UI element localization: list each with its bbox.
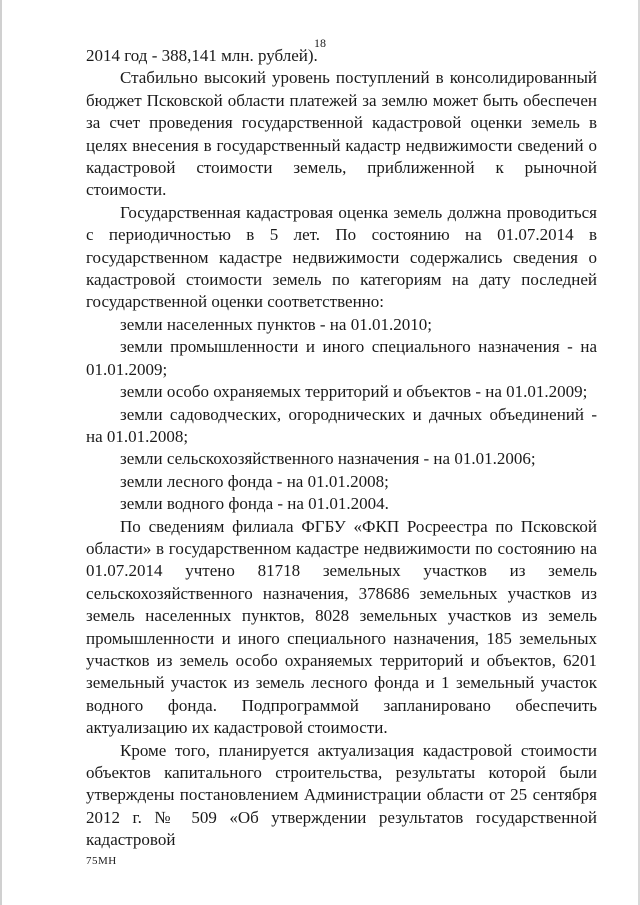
document-body: [86, 45, 597, 852]
paragraph-capital-construction: Кроме того, планируется актуализация кадастровой стоимости объектов капитального строительства, результаты которой были утверждены постановлением Администрации области от 25 сентября 2012 г. № 509 «Об утверждении результатов государственной кадастровой: [86, 740, 597, 850]
list-item-settlement-lands: земли населенных пунктов - на 01.01.2010;: [120, 314, 432, 334]
page-number: 18: [314, 36, 326, 50]
paragraph-revenue-2014: 2014 год - 388,141 млн. рублей).: [86, 46, 318, 65]
list-item-water-lands: земли водного фонда - на 01.01.2004.: [120, 494, 389, 514]
list-item-garden-lands: земли садоводческих, огороднических и дачных объединений - на 01.01.2008;: [86, 404, 597, 446]
paragraph-cadastral-valuation: Государственная кадастровая оценка земель должна проводиться с периодичностью в 5 лет. По состоянию на 01.07.2014 в государственном кадастре недвижимости содержались сведения о кадастровой стоимости земель по категориям на дату последней государственной оценки соответственно:: [86, 202, 597, 312]
paragraph-budget-revenue: Стабильно высокий уровень поступлений в консолидированный бюджет Псковской области платежей за землю может быть обеспечен за счет проведения государственной кадастровой оценки земель в целях внесения в государственный кадастр недвижимости сведений о кадастровой стоимости земель, приближенной к рыночной стоимости.: [86, 68, 597, 200]
list-item-forest-lands: земли лесного фонда - на 01.01.2008;: [120, 471, 389, 491]
list-item-agricultural-lands: земли сельскохозяйственного назначения - на 01.01.2006;: [120, 449, 536, 469]
footer-code: 75МН: [86, 855, 117, 867]
list-item-industrial-lands: земли промышленности и иного специального назначения - на 01.01.2009;: [86, 337, 597, 379]
scan-edge-left: [0, 0, 2, 905]
list-item-protected-lands: земли особо охраняемых территорий и объектов - на 01.01.2009;: [120, 382, 588, 402]
paragraph-rosreestr-data: По сведениям филиала ФГБУ «ФКП Росреестра по Псковской области» в государственном кадастре недвижимости по состоянию на 01.07.2014 учтено 81718 земельных участков из земель сельскохозяйственного назначения, 378686 земельных участков из земель населенных пунктов, 8028 земельных участков из земель промышленности и иного специального назначения, 185 земельных участков из земель особо охраняемых территорий и объектов, 6201 земельный участок из земель лесного фонда и 1 земельный участок водного фонда. Подпрограммой запланировано обеспечить актуализацию их кадастровой стоимости.: [86, 516, 597, 738]
